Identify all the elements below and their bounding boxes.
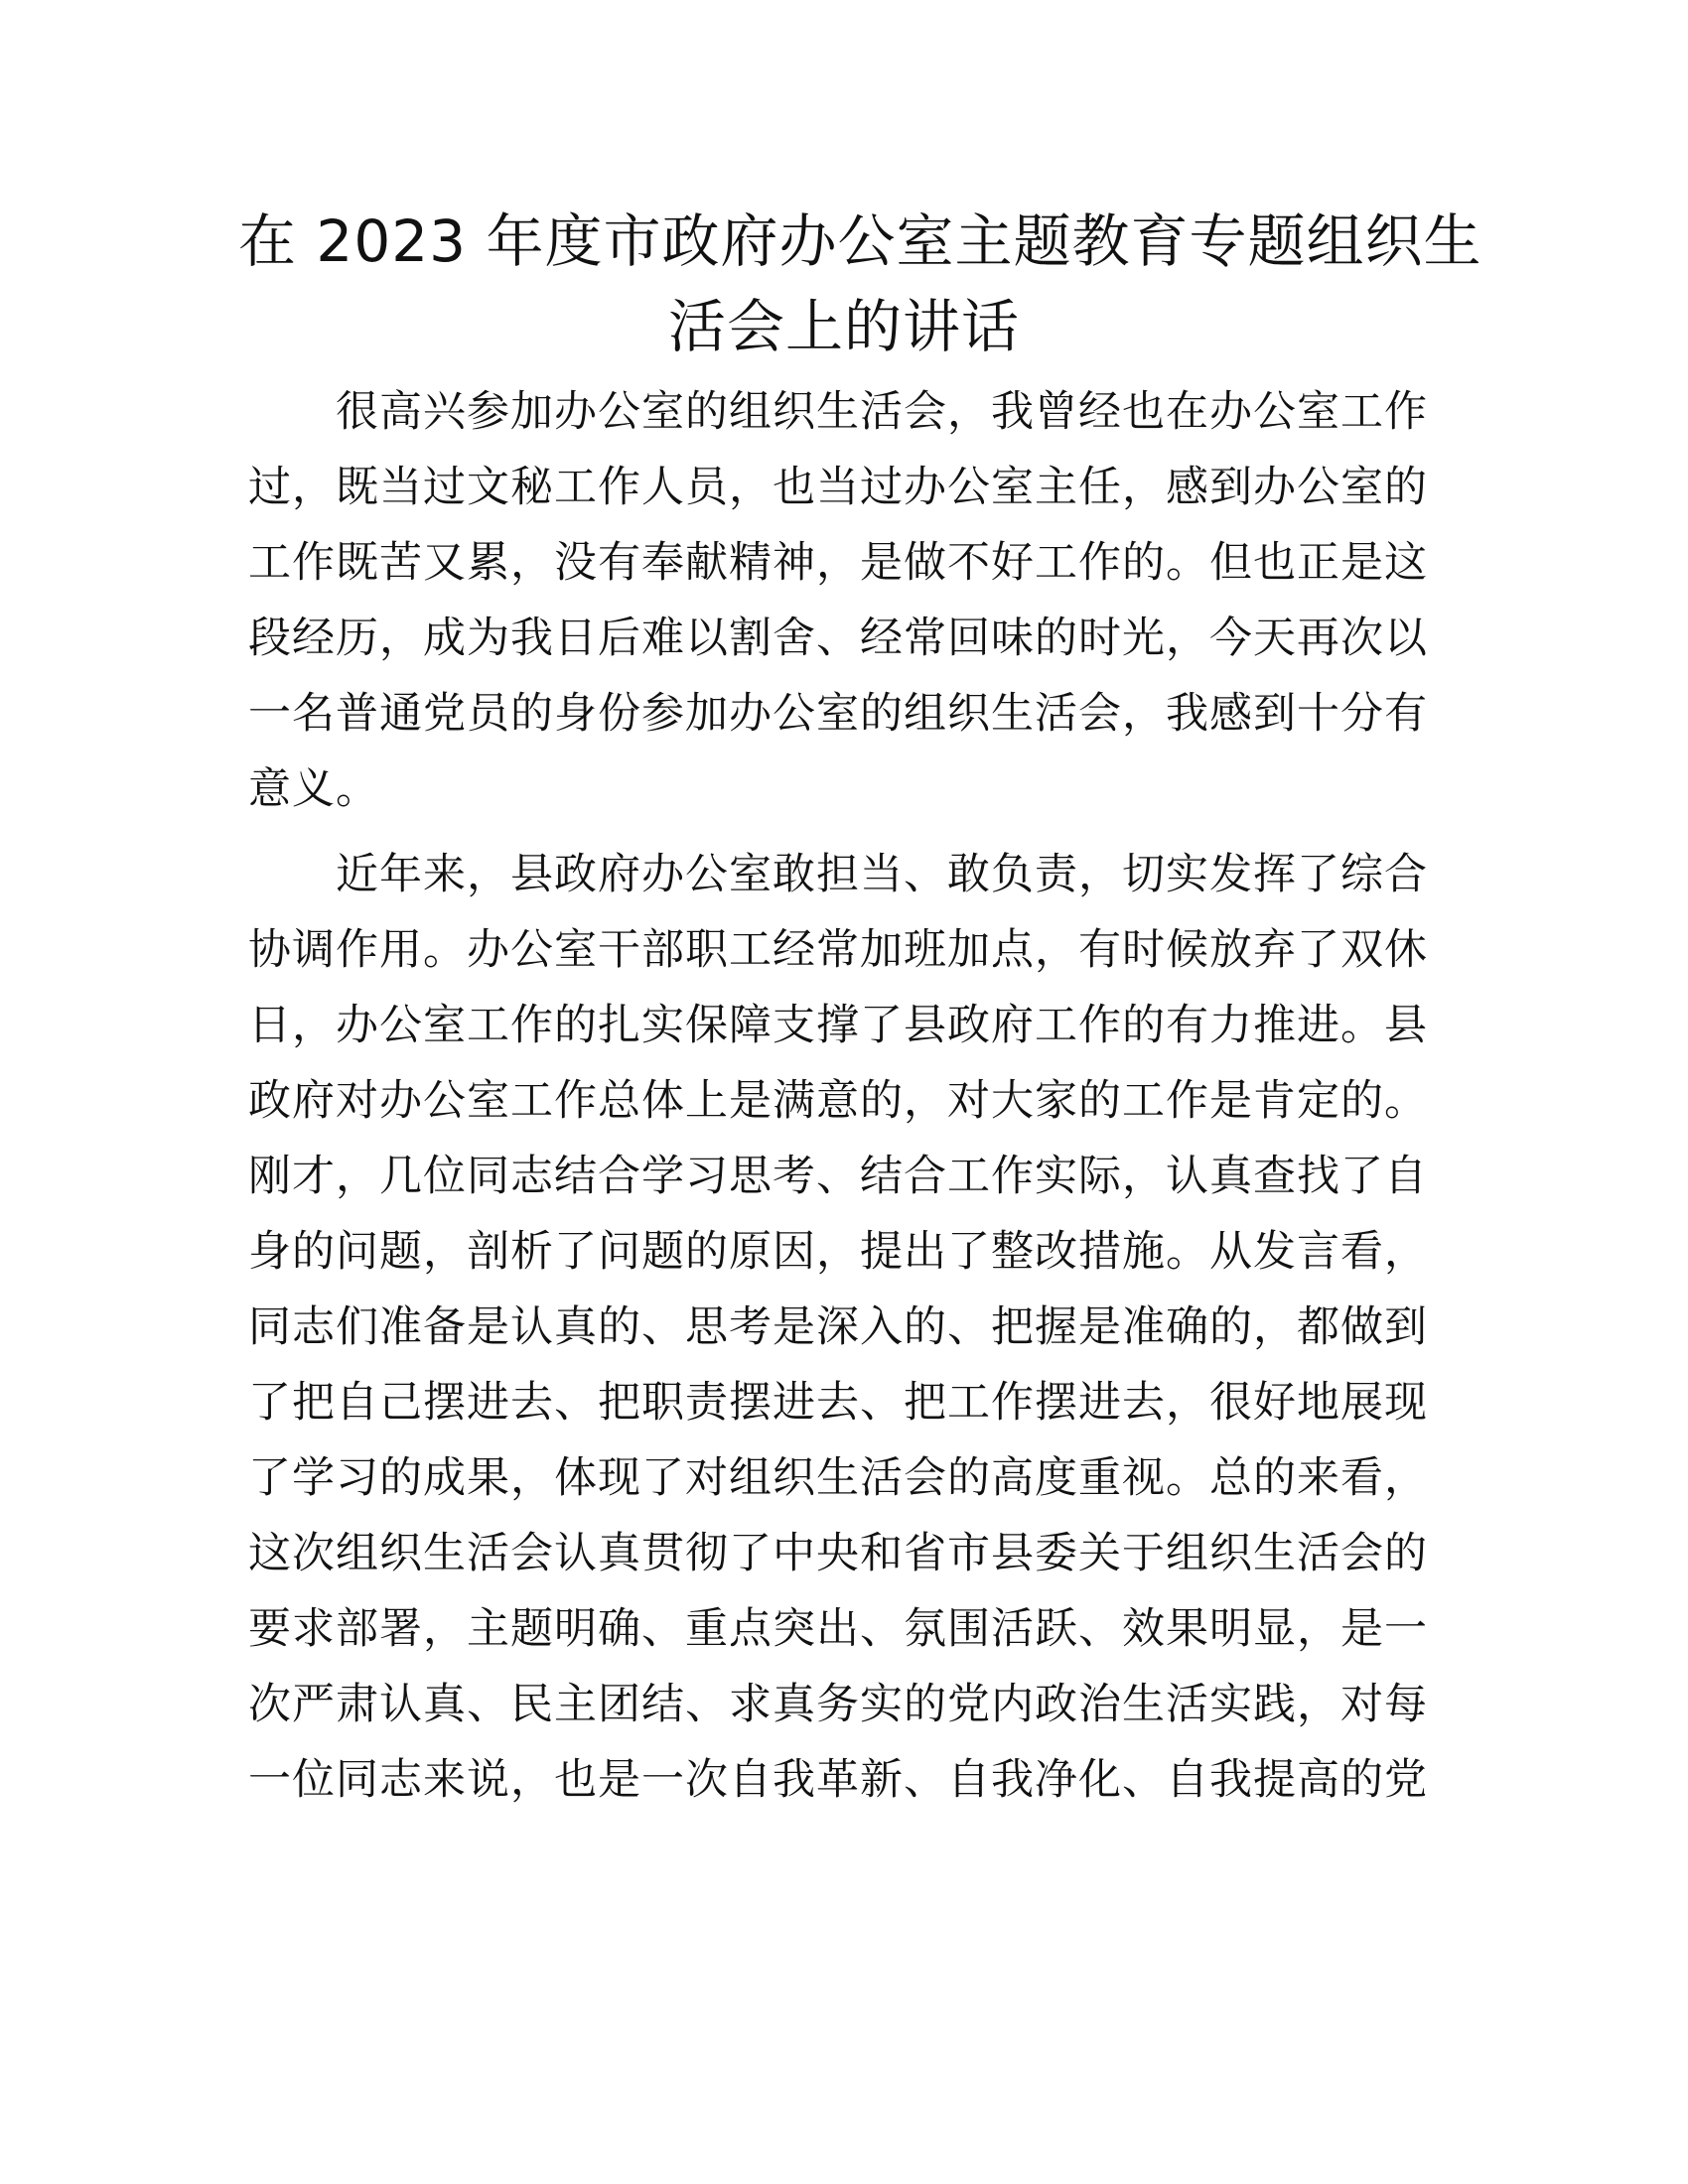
document-body	[248, 374, 1440, 1828]
text-line: 次严肃认真、民主团结、求真务实的党内政治生活实践，对每	[248, 1680, 1428, 1729]
text-line: 段经历，成为我日后难以割舍、经常回味的时光，今天再次以	[248, 614, 1428, 663]
paragraph-2	[248, 837, 1440, 1818]
text-line: 工作既苦又累，没有奉献精神，是做不好工作的。但也正是这	[248, 538, 1428, 588]
text-line: 同志们准备是认真的、思考是深入的、把握是准确的，都做到	[248, 1302, 1428, 1352]
text-line: 这次组织生活会认真贯彻了中央和省市县委关于组织生活会的	[248, 1529, 1428, 1578]
text-line: 过，既当过文秘工作人员，也当过办公室主任，感到办公室的	[248, 463, 1428, 512]
text-line: 日，办公室工作的扎实保障支撑了县政府工作的有力推进。县	[248, 1001, 1428, 1050]
text-line: 一名普通党员的身份参加办公室的组织生活会，我感到十分有	[248, 689, 1428, 739]
text-line: 要求部署，主题明确、重点突出、氛围活跃、效果明显，是一	[248, 1604, 1428, 1654]
text-line: 近年来，县政府办公室敢担当、敢负责，切实发挥了综合	[336, 850, 1428, 899]
text-line: 协调作用。办公室干部职工经常加班加点，有时候放弃了双休	[248, 925, 1428, 975]
text-line: 意义。	[248, 764, 379, 814]
text-line: 很高兴参加办公室的组织生活会，我曾经也在办公室工作	[336, 387, 1428, 437]
text-line: 身的问题，剖析了问题的原因，提出了整改措施。从发言看，	[248, 1227, 1428, 1277]
text-line: 了把自己摆进去、把职责摆进去、把工作摆进去，很好地展现	[248, 1378, 1428, 1428]
text-line: 政府对办公室工作总体上是满意的，对大家的工作是肯定的。	[248, 1076, 1428, 1126]
document-title	[238, 199, 1482, 369]
text-line: 一位同志来说，也是一次自我革新、自我净化、自我提高的党	[248, 1755, 1428, 1805]
title-line-2: 活会上的讲话	[667, 293, 1020, 360]
text-line: 刚才，几位同志结合学习思考、结合工作实际，认真查找了自	[248, 1152, 1428, 1201]
title-line-1: 在 2023 年度市政府办公室主题教育专题组织生	[238, 207, 1482, 275]
text-line: 了学习的成果，体现了对组织生活会的高度重视。总的来看，	[248, 1453, 1428, 1503]
paragraph-1	[248, 374, 1440, 827]
